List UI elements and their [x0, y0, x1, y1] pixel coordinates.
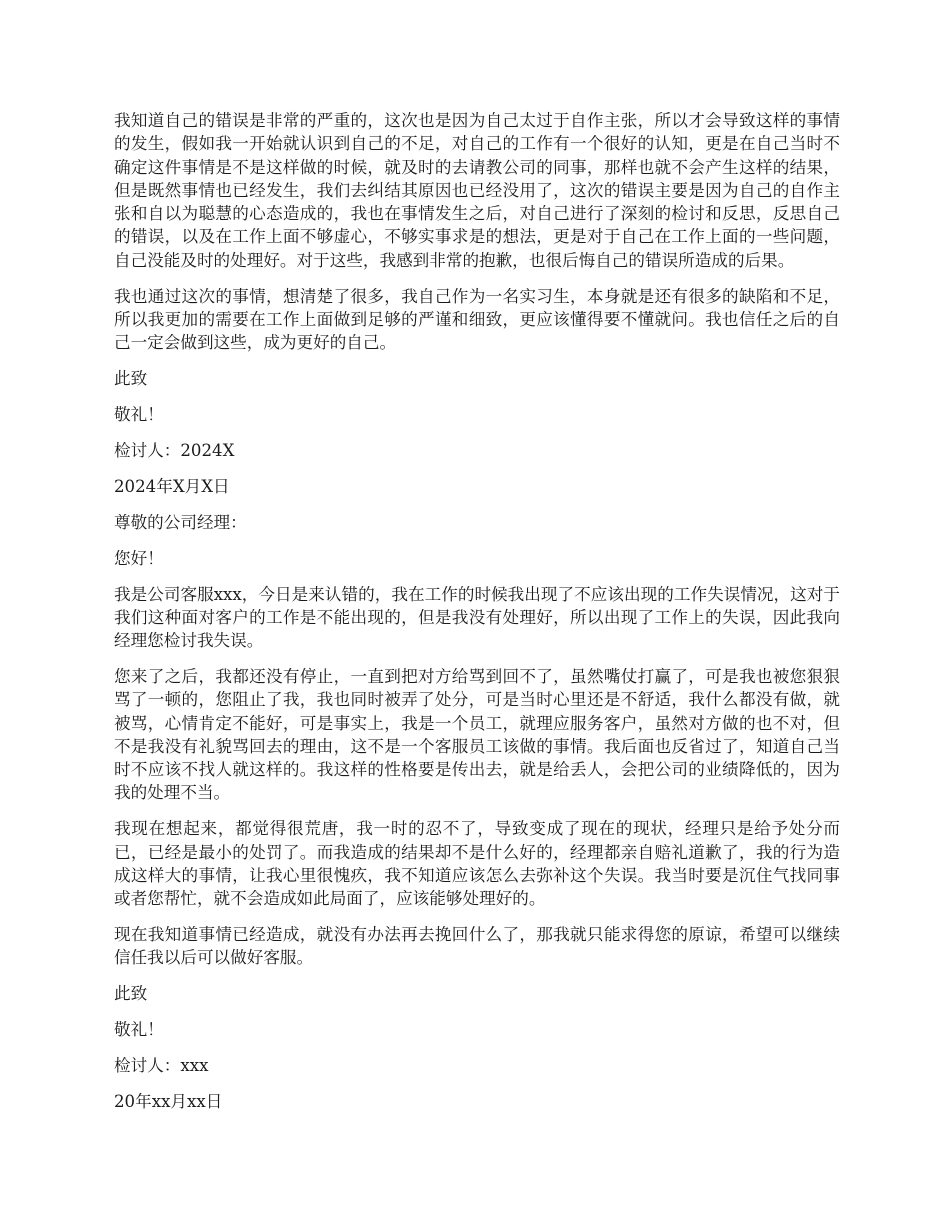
salute-text: 敬礼！: [114, 1020, 164, 1040]
paragraph: 我是公司客服xxx，今日是来认错的，我在工作的时候我出现了不应该出现的工作失误情况，这对于我们这种面对客户的工作是不能出现的，但是我没有处理好，所以出现了工作上的失误，因此我向经理您检讨我失误。: [114, 584, 840, 651]
paragraph: 我现在想起来，都觉得很荒唐，我一时的忍不了，导致变成了现在的现状，经理只是给予处分而已，已经是最小的处罚了。而我造成的结果却不是什么好的，经理都亲自赔礼道歉了，我的行为造成这样大的事情，让我心里很愧疚，我不知道应该怎么去弥补这个失误。我当时要是沉住气找同事或者您帮忙，就不会造成如此局面了，应该能够处理好的。: [114, 819, 840, 909]
document-body: [114, 109, 840, 1126]
greeting-text: 尊敬的公司经理：: [114, 512, 247, 532]
paragraph: 现在我知道事情已经造成，就没有办法再去挽回什么了，那我就只能求得您的原谅，希望可以继续信任我以后可以做好客服。: [114, 925, 840, 968]
paragraph: 我也通过这次的事情，想清楚了很多，我自己作为一名实习生，本身就是还有很多的缺陷和不足，所以我更加的需要在工作上面做到足够的严谨和细致，更应该懂得要不懂就问。我也信任之后的自己一定会做到这些，成为更好的自己。: [114, 286, 840, 353]
date-text: 2024年X月X日: [114, 476, 230, 496]
closing-text: 此致: [114, 369, 148, 389]
closing-text: 此致: [114, 984, 148, 1004]
signer-text: 检讨人：2024X: [114, 440, 235, 460]
salute-text: 敬礼！: [114, 405, 164, 425]
signer-text: 检讨人：xxx: [114, 1056, 209, 1076]
paragraph: 您来了之后，我都还没有停止，一直到把对方给骂到回不了，虽然嘴仗打赢了，可是我也被您狠狠骂了一顿的，您阻止了我，我也同时被弄了处分，可是当时心里还是不舒适，我什么都没有做，就被骂，心情肯定不能好，可是事实上，我是一个员工，就理应服务客户，虽然对方做的也不对，但不是我没有礼貌骂回去的理由，这不是一个客服员工该做的事情。我后面也反省过了，知道自己当时不应该不找人就这样的。我这样的性格要是传出去，就是给丢人，会把公司的业绩降低的，因为我的处理不当。: [114, 666, 840, 803]
date-text: 20年xx月xx日: [114, 1092, 223, 1111]
paragraph: 我知道自己的错误是非常的严重的，这次也是因为自己太过于自作主张，所以才会导致这样的事情的发生，假如我一开始就认识到自己的不足，对自己的工作有一个很好的认知，更是在自己当时不确定这件事情是不是这样做的时候，就及时的去请教公司的同事，那样也就不会产生这样的结果，但是既然事情也已经发生，我们去纠结其原因也已经没用了，这次的错误主要是因为自己的自作主张和自以为聪慧的心态造成的，我也在事情发生之后，对自己进行了深刻的检讨和反思，反思自己的错误，以及在工作上面不够虚心，不够实事求是的想法，更是对于自己在工作上面的一些问题，自己没能及时的处理好。对于这些，我感到非常的抱歉，也很后悔自己的错误所造成的后果。: [114, 111, 840, 270]
hello-text: 您好！: [114, 548, 164, 568]
